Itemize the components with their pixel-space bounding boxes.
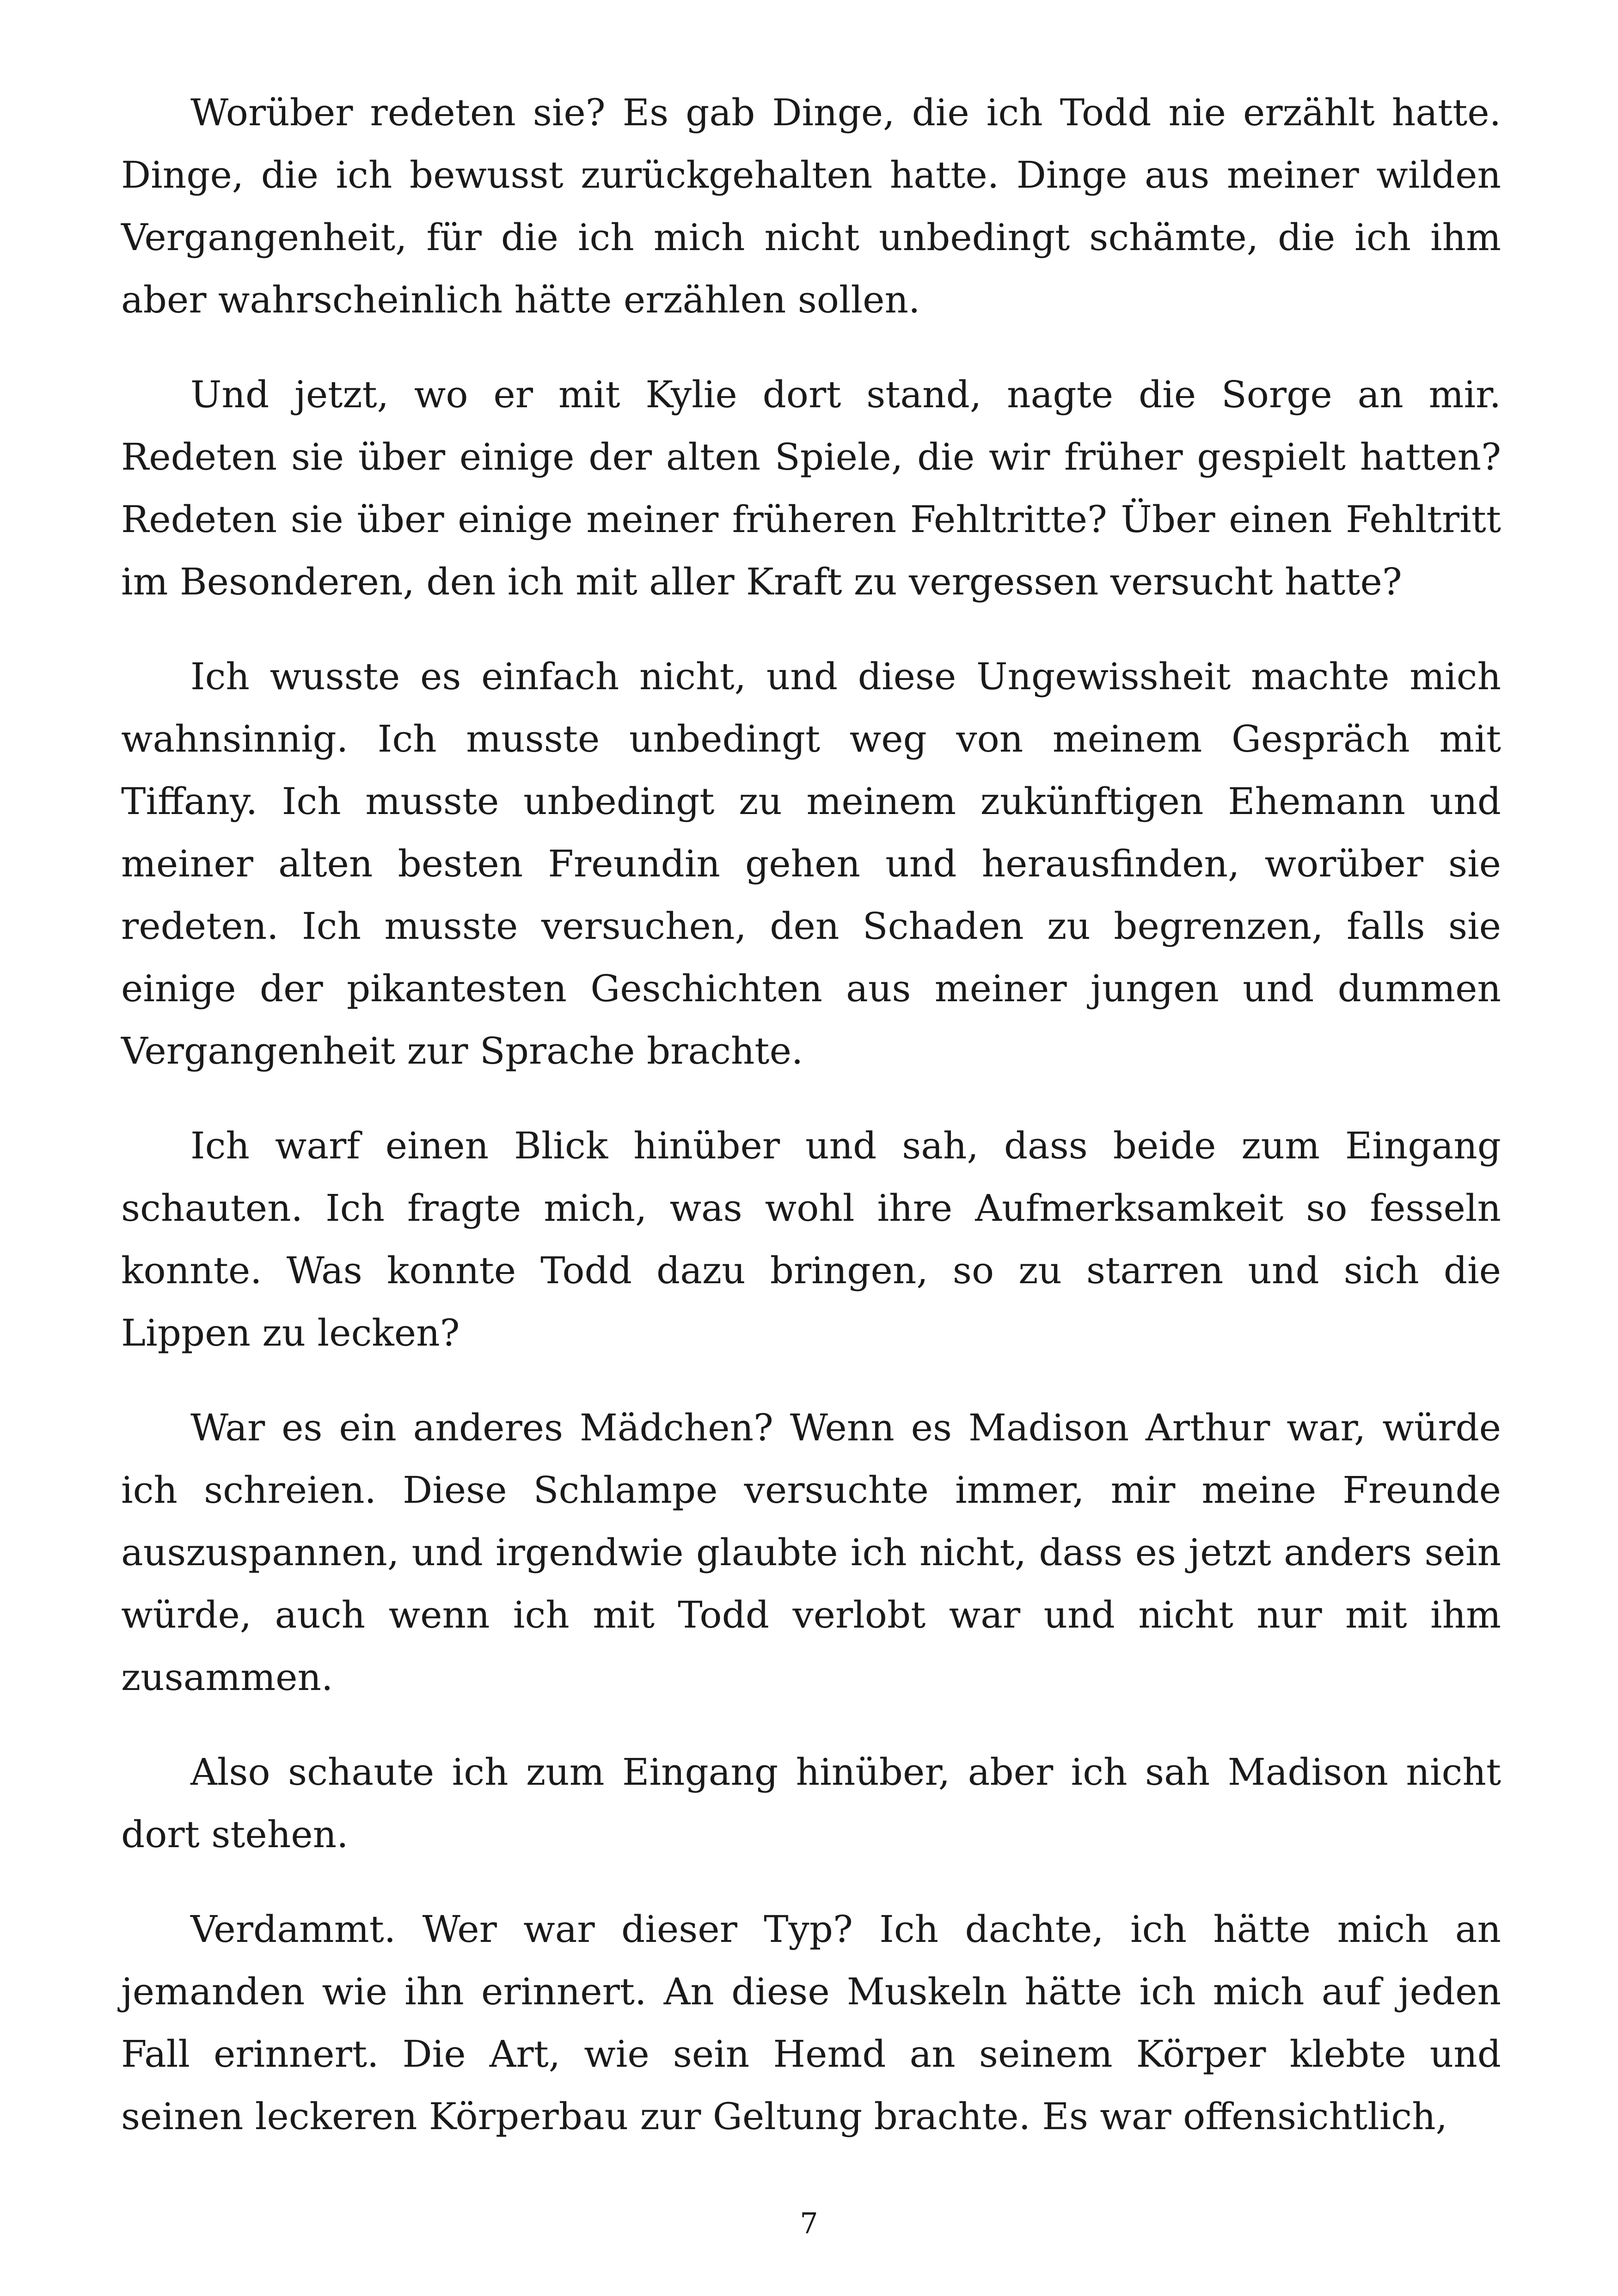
paragraph-1: Worüber redeten sie? Es gab Dinge, die ich Todd nie erzählt hatte. Dinge, die ich bewusst zurückgehalten hatte. Dinge aus meiner wilden Vergangenheit, für die ich mich nicht unbedingt schämte, die ich ihm aber wahrscheinlich hätte erzählen sollen. (121, 91, 1501, 321)
paragraph-3: Ich wusste es einfach nicht, und diese Ungewissheit machte mich wahnsinnig. Ich musste unbedingt weg von meinem Gespräch mit Tiffany. Ich musste unbedingt zu meinem zukünftigen Ehemann und meiner alten besten Freundin gehen und herausfinden, worüber sie redeten. Ich musste versuchen, den Schaden zu begrenzen, falls sie einige der pikantesten Geschichten aus meiner jungen und dummen Vergangenheit zur Sprache brachte. (121, 655, 1501, 1072)
paragraph-7: Verdammt. Wer war dieser Typ? Ich dachte, ich hätte mich an jemanden wie ihn erinnert. An diese Muskeln hätte ich mich auf jeden Fall erinnert. Die Art, wie sein Hemd an seinem Körper klebte und seinen leckeren Körperbau zur Geltung brachte. Es war offensichtlich, (121, 1908, 1501, 2138)
paragraph-6: Also schaute ich zum Eingang hinüber, aber ich sah Madison nicht dort stehen. (121, 1751, 1501, 1856)
page-number: 7 (800, 2206, 818, 2240)
paragraph-4: Ich warf einen Blick hinüber und sah, dass beide zum Eingang schauten. Ich fragte mich, was wohl ihre Aufmerksamkeit so fesseln konnte. Was konnte Todd dazu bringen, so zu starren und sich die Lippen zu lecken? (121, 1124, 1501, 1354)
body-text (121, 81, 1501, 2148)
paragraph-5: War es ein anderes Mädchen? Wenn es Madison Arthur war, würde ich schreien. Diese Schlampe versuchte immer, mir meine Freunde auszuspannen, und irgendwie glaubte ich nicht, dass es jetzt anders sein würde, auch wenn ich mit Todd verlobt war und nicht nur mit ihm zusammen. (121, 1406, 1501, 1699)
paragraph-2: Und jetzt, wo er mit Kylie dort stand, nagte die Sorge an mir. Redeten sie über einige der alten Spiele, die wir früher gespielt hatten? Redeten sie über einige meiner früheren Fehltritte? Über einen Fehltritt im Besonderen, den ich mit aller Kraft zu vergessen versucht hatte? (121, 373, 1501, 603)
